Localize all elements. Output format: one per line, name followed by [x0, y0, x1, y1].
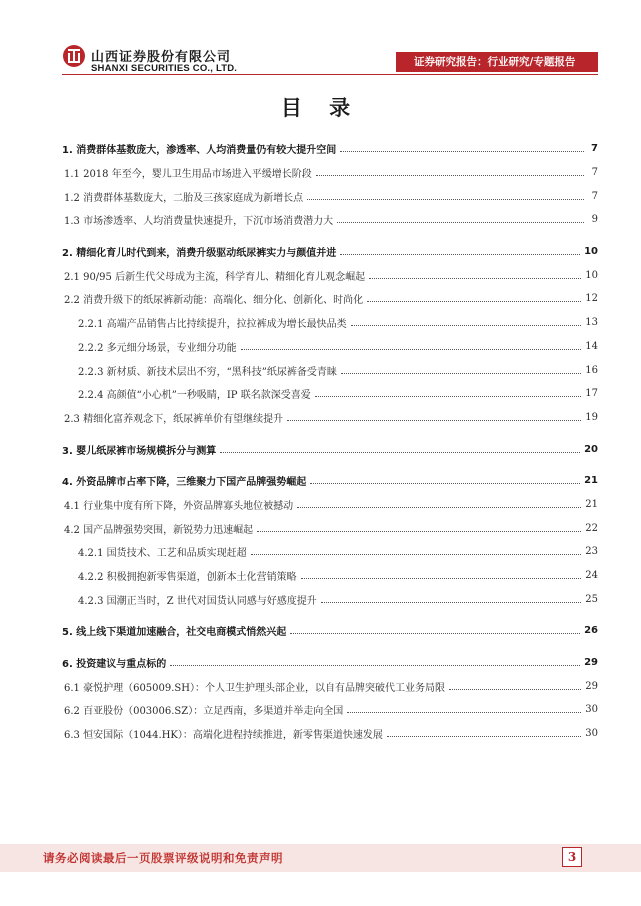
company-name-cn: 山西证券股份有限公司: [91, 50, 232, 65]
toc-leader: [340, 254, 580, 255]
toc-entry-text: 1.3 市场渗透率、人均消费量快速提升，下沉市场消费潜力大: [64, 212, 335, 227]
toc-entry-text: 6.1 豪悦护理（605009.SH）：个人卫生护理头部企业，以自有品牌突破代工业务局限: [64, 679, 447, 694]
toc-entry-text: 2.3 精细化富养观念下，纸尿裤单价有望继续提升: [64, 410, 285, 425]
toc-entry[interactable]: [62, 208, 598, 232]
toc-entry-text: 2. 精细化育儿时代到来，消费升级驱动纸尿裤实力与颜值并进: [62, 244, 338, 259]
toc-entry-text: 2.2.4 高颜值“小心机”一秒吸睛，IP 联名款深受喜爱: [78, 386, 313, 401]
toc-entry-text: 3. 婴儿纸尿裤市场规模拆分与测算: [62, 442, 218, 457]
toc-leader: [340, 151, 584, 152]
toc-entry-page: 21: [584, 475, 598, 487]
toc-leader: [241, 349, 582, 350]
toc-leader: [287, 420, 581, 421]
toc-entry-text: 4. 外资品牌市占率下降，三维聚力下国产品牌强势崛起: [62, 473, 308, 488]
toc-entry-text: 1.2 消费群体基数庞大，二胎及三孩家庭成为新增长点: [64, 189, 305, 204]
table-of-contents: [62, 137, 598, 746]
toc-entry[interactable]: [62, 437, 598, 461]
toc-entry-text: 2.2 消费升级下的纸尿裤新动能：高端化、细分化、创新化、时尚化: [64, 291, 365, 306]
toc-entry[interactable]: [62, 722, 598, 746]
toc-entry-text: 4.2.3 国潮正当时，Z 世代对国货认同感与好感度提升: [78, 592, 319, 607]
toc-leader: [301, 578, 582, 579]
toc-entry-page: 14: [585, 340, 598, 352]
page-number: 3: [562, 847, 582, 867]
toc-entry-page: 29: [585, 680, 598, 692]
toc-entry-text: 6.2 百亚股份（003006.SZ）：立足西南，多渠道并举走向全国: [64, 702, 345, 717]
toc-leader: [307, 199, 584, 200]
company-name-en: SHANXI SECURITIES CO., LTD.: [91, 63, 238, 74]
toc-title: 目 录: [280, 96, 361, 120]
toc-entry[interactable]: [62, 651, 598, 675]
toc-entry[interactable]: [62, 698, 598, 722]
toc-leader: [449, 689, 581, 690]
toc-entry[interactable]: [62, 540, 598, 564]
toc-entry-page: 12: [585, 293, 598, 305]
toc-entry-page: 10: [584, 246, 598, 258]
toc-entry-page: 7: [586, 191, 598, 202]
toc-entry[interactable]: [62, 674, 598, 698]
toc-entry-page: 9: [586, 214, 598, 225]
toc-entry-page: 17: [585, 388, 598, 400]
toc-entry-page: 25: [585, 593, 598, 605]
toc-entry[interactable]: [62, 184, 598, 208]
report-type-banner: 证券研究报告：行业研究/专题报告: [396, 52, 598, 72]
toc-entry-page: 21: [585, 498, 598, 510]
toc-entry-page: 23: [585, 546, 598, 558]
toc-entry[interactable]: [62, 240, 598, 264]
toc-leader: [321, 602, 582, 603]
toc-leader: [251, 554, 582, 555]
toc-entry-page: 26: [584, 625, 598, 637]
toc-leader: [170, 665, 580, 666]
toc-entry-text: 5. 线上线下渠道加速融合，社交电商模式悄然兴起: [62, 623, 288, 638]
toc-entry-text: 1.1 2018 年至今，婴儿卫生用品市场进入平缓增长阶段: [64, 165, 314, 180]
toc-entry-page: 22: [585, 522, 598, 534]
toc-entry[interactable]: [62, 161, 598, 185]
toc-entry-page: 7: [586, 167, 598, 178]
toc-entry-page: 29: [584, 657, 598, 669]
toc-entry-page: 10: [585, 269, 598, 281]
toc-leader: [347, 712, 581, 713]
toc-entry-page: 24: [585, 570, 598, 582]
toc-entry[interactable]: [62, 137, 598, 161]
toc-entry[interactable]: [62, 287, 598, 311]
toc-entry-page: 30: [585, 704, 598, 716]
toc-entry-text: 4.2.2 积极拥抱新零售渠道，创新本土化营销策略: [78, 568, 299, 583]
toc-leader: [341, 373, 581, 374]
toc-entry[interactable]: [62, 358, 598, 382]
shanxi-securities-logo-icon: [62, 44, 86, 68]
toc-leader: [369, 278, 581, 279]
toc-leader: [316, 175, 584, 176]
toc-leader: [351, 325, 582, 326]
toc-entry[interactable]: [62, 335, 598, 359]
toc-entry-text: 4.2 国产品牌强势突围，新锐势力迅速崛起: [64, 521, 255, 536]
toc-entry-page: 19: [585, 411, 598, 423]
toc-entry[interactable]: [62, 382, 598, 406]
toc-entry-text: 6. 投资建议与重点标的: [62, 655, 168, 670]
toc-entry-page: 30: [585, 728, 598, 740]
header-divider: [62, 74, 598, 75]
toc-entry-text: 4.1 行业集中度有所下降，外资品牌寡头地位被撼动: [64, 497, 295, 512]
toc-entry[interactable]: [62, 516, 598, 540]
toc-entry-text: 1. 消费群体基数庞大，渗透率、人均消费量仍有较大提升空间: [62, 141, 338, 156]
toc-entry-page: 20: [584, 443, 598, 455]
toc-entry-text: 2.2.2 多元细分场景，专业细分功能: [78, 339, 239, 354]
toc-entry[interactable]: [62, 587, 598, 611]
toc-leader: [310, 483, 580, 484]
toc-leader: [387, 736, 581, 737]
toc-entry[interactable]: [62, 263, 598, 287]
toc-entry-page: 7: [586, 143, 598, 154]
toc-leader: [297, 507, 581, 508]
toc-entry-text: 4.2.1 国货技术、工艺和品质实现赶超: [78, 544, 249, 559]
toc-entry[interactable]: [62, 469, 598, 493]
toc-entry[interactable]: [62, 406, 598, 430]
toc-entry-text: 2.2.1 高端产品销售占比持续提升，拉拉裤成为增长最快品类: [78, 315, 349, 330]
toc-entry-text: 2.1 90/95 后新生代父母成为主流，科学育儿、精细化育儿观念崛起: [64, 268, 367, 283]
toc-entry[interactable]: [62, 564, 598, 588]
toc-entry-text: 2.2.3 新材质、新技术层出不穷，“黑科技”纸尿裤备受青睐: [78, 363, 339, 378]
toc-entry-page: 13: [585, 317, 598, 329]
toc-leader: [337, 222, 584, 223]
toc-entry-text: 6.3 恒安国际（1044.HK）：高端化进程持续推进，新零售渠道快速发展: [64, 726, 385, 741]
toc-entry-page: 16: [585, 364, 598, 376]
toc-leader: [367, 301, 581, 302]
toc-entry[interactable]: [62, 619, 598, 643]
toc-entry[interactable]: [62, 311, 598, 335]
toc-entry[interactable]: [62, 493, 598, 517]
footer-disclaimer[interactable]: 请务必阅读最后一页股票评级说明和免责声明: [43, 851, 283, 865]
toc-leader: [257, 531, 581, 532]
toc-leader: [315, 396, 582, 397]
toc-leader: [220, 452, 580, 453]
page-header: [0, 0, 641, 84]
toc-leader: [290, 633, 580, 634]
